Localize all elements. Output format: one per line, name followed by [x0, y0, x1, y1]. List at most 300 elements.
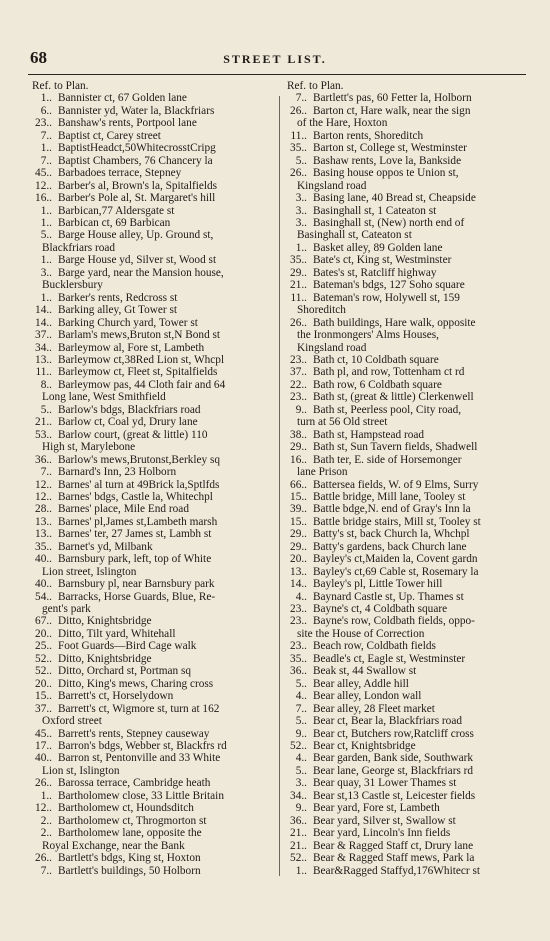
street-name: Battersea fields, W. of 9 Elms, Surry — [313, 478, 479, 491]
plan-ref-number: 1.. — [40, 142, 52, 155]
plan-ref-number: 23.. — [290, 615, 307, 628]
street-name: Bath st, Sun Tavern fields, Shadwell — [313, 441, 478, 454]
street-entry — [283, 491, 528, 503]
street-entry-continuation: of the Hare, Hoxton — [297, 117, 388, 130]
street-entry — [28, 416, 276, 428]
street-name: Bear & Ragged Staff mews, Park la — [313, 852, 475, 865]
ref-to-plan-header: Ref. to Plan. — [287, 80, 344, 92]
street-name: Barlow's mews,Brutonst,Berkley sq — [58, 453, 221, 466]
street-entry — [28, 466, 276, 478]
plan-ref-number: 23.. — [290, 353, 307, 366]
plan-ref-number: 9.. — [295, 727, 307, 740]
plan-ref-number: 5.. — [40, 403, 52, 416]
plan-ref-number: 20.. — [290, 553, 307, 566]
street-entry — [283, 703, 528, 715]
street-name: BaptistHeadct,50WhitecrosstCripg — [58, 142, 216, 155]
plan-ref-number: 23.. — [290, 391, 307, 404]
plan-ref-number: 16.. — [290, 453, 307, 466]
street-entry-continuation: Lion st, Islington — [42, 764, 120, 777]
plan-ref-number: 11.. — [290, 291, 307, 304]
plan-ref-number: 40.. — [35, 553, 52, 566]
street-entry — [283, 516, 528, 528]
plan-ref-number: 35.. — [290, 254, 307, 267]
plan-ref-number: 26.. — [290, 167, 307, 180]
street-name: Barbadoes terrace, Stepney — [58, 167, 182, 180]
street-name: Barton st, College st, Westminster — [313, 142, 467, 155]
street-entry — [283, 217, 528, 229]
plan-ref-number: 13.. — [35, 515, 52, 528]
street-entry — [283, 317, 528, 329]
street-name: Ditto, Tilt yard, Whitehall — [58, 627, 176, 640]
plan-ref-number: 26.. — [290, 316, 307, 329]
street-entry — [283, 267, 528, 279]
street-entry — [28, 304, 276, 316]
plan-ref-number: 17.. — [35, 740, 52, 753]
plan-ref-number: 38.. — [290, 428, 307, 441]
plan-ref-number: 15.. — [290, 490, 307, 503]
plan-ref-number: 9.. — [295, 802, 307, 815]
street-name: Basinghall st, (New) north end of — [313, 216, 465, 229]
plan-ref-number: 7.. — [40, 864, 52, 877]
street-entry — [283, 640, 528, 652]
ref-to-plan-header: Ref. to Plan. — [32, 80, 89, 92]
street-name: Barracks, Horse Guards, Blue, Re- — [58, 590, 216, 603]
street-entry — [283, 715, 528, 727]
street-name: Barge yard, near the Mansion house, — [58, 266, 224, 279]
street-name: Barlam's mews,Bruton st,N Bond st — [58, 329, 221, 342]
street-entry — [283, 404, 528, 416]
street-entry — [283, 615, 528, 627]
street-entry — [283, 528, 528, 540]
plan-ref-number: 3.. — [295, 216, 307, 229]
plan-ref-number: 34.. — [290, 789, 307, 802]
street-name: Barnard's Inn, 23 Holborn — [58, 466, 177, 479]
plan-ref-number: 26.. — [35, 777, 52, 790]
plan-ref-number: 52.. — [290, 852, 307, 865]
street-entry — [283, 167, 528, 179]
plan-ref-number: 28.. — [35, 503, 52, 516]
street-entry — [28, 740, 276, 752]
street-entry-continuation: site the House of Correction — [297, 627, 425, 640]
street-name: Bear yard, Fore st, Lambeth — [313, 802, 440, 815]
street-name: Bath st, (great & little) Clerkenwell — [313, 391, 474, 404]
page-number: 68 — [30, 48, 47, 67]
street-entry — [283, 192, 528, 204]
street-entry — [283, 155, 528, 167]
column-divider — [279, 96, 280, 876]
street-name: Battle bdge,N. end of Gray's Inn la — [313, 503, 471, 516]
street-entry — [28, 180, 276, 192]
street-entry — [28, 678, 276, 690]
street-name: Bashaw rents, Love la, Bankside — [313, 154, 462, 167]
street-entry-continuation: the Ironmongers' Alms Houses, — [297, 329, 439, 342]
plan-ref-number: 4.. — [295, 690, 307, 703]
street-name: Bannister yd, Water la, Blackfriars — [58, 104, 215, 117]
plan-ref-number: 53.. — [35, 428, 52, 441]
plan-ref-number: 25.. — [35, 640, 52, 653]
street-name: Ditto, Knightsbridge — [58, 652, 152, 665]
street-entry — [283, 728, 528, 740]
plan-ref-number: 4.. — [295, 752, 307, 765]
street-name: Barlow's bdgs, Blackfriars road — [58, 403, 201, 416]
street-name: Banshaw's rents, Portpool lane — [58, 117, 197, 130]
street-name: Baptist Chambers, 76 Chancery la — [58, 154, 213, 167]
street-entry — [283, 865, 528, 877]
street-entry — [28, 217, 276, 229]
street-entry-continuation: gent's park — [42, 603, 91, 616]
street-entry-continuation: turn at 56 Old street — [297, 416, 388, 429]
street-entry — [28, 167, 276, 179]
street-name: Baynard Castle st, Up. Thames st — [313, 590, 464, 603]
street-entry — [28, 92, 276, 104]
street-name: Barbican,77 Aldersgate st — [58, 204, 175, 217]
street-entry — [283, 292, 528, 304]
plan-ref-number: 2.. — [40, 814, 52, 827]
plan-ref-number: 1.. — [295, 864, 307, 877]
street-name: Barnet's yd, Milbank — [58, 540, 153, 553]
street-name: Bartholomew ct, Houndsditch — [58, 802, 194, 815]
street-name: Bateman's bdgs, 127 Soho square — [313, 279, 465, 292]
street-name: Bear ct, Bear la, Blackfriars road — [313, 715, 462, 728]
street-name: Bath pl, and row, Tottenham ct rd — [313, 366, 465, 379]
street-name: Basing house oppos te Union st, — [313, 167, 459, 180]
street-name: Bayne's row, Coldbath fields, oppo- — [313, 615, 475, 628]
plan-ref-number: 23.. — [35, 117, 52, 130]
street-name: Barking Church yard, Tower st — [58, 316, 198, 329]
street-name: Barge House alley, Up. Ground st, — [58, 229, 214, 242]
street-entry — [283, 752, 528, 764]
street-name: Barber's Pole al, St. Margaret's hill — [58, 192, 216, 205]
plan-ref-number: 66.. — [290, 478, 307, 491]
street-entry-continuation: Long lane, West Smithfield — [42, 391, 166, 404]
street-entry — [283, 777, 528, 789]
street-name: Bear ct, Butchers row,Ratcliff cross — [313, 727, 474, 740]
plan-ref-number: 5.. — [40, 229, 52, 242]
street-entry — [28, 703, 276, 715]
plan-ref-number: 1.. — [40, 204, 52, 217]
street-name: Basket alley, 89 Golden lane — [313, 241, 443, 254]
plan-ref-number: 12.. — [35, 802, 52, 815]
street-entry-continuation: Lion street, Islington — [42, 565, 137, 578]
street-entry — [28, 366, 276, 378]
street-entry — [28, 591, 276, 603]
street-entry — [283, 454, 528, 466]
street-name: Bateman's row, Holywell st, 159 — [313, 291, 460, 304]
plan-ref-number: 29.. — [290, 441, 307, 454]
right-column — [283, 80, 528, 877]
street-entry — [28, 528, 276, 540]
street-entry — [28, 142, 276, 154]
street-name: Bear alley, London wall — [313, 690, 422, 703]
street-name: Battle bridge stairs, Mill st, Tooley st — [313, 515, 481, 528]
plan-ref-number: 54.. — [35, 590, 52, 603]
street-name: Barnes' pl,James st,Lambeth marsh — [58, 515, 218, 528]
street-name: Ditto, Orchard st, Portman sq — [58, 665, 192, 678]
street-name: Barossa terrace, Cambridge heath — [58, 777, 211, 790]
street-entry — [283, 553, 528, 565]
street-entry — [283, 815, 528, 827]
street-name: Bear yard, Lincoln's Inn fields — [313, 827, 451, 840]
street-name: Bath row, 6 Coldbath square — [313, 378, 442, 391]
plan-ref-number: 11.. — [290, 129, 307, 142]
street-name: Batty's gardens, back Church lane — [313, 540, 467, 553]
plan-ref-number: 9.. — [295, 403, 307, 416]
plan-ref-number: 34.. — [35, 341, 52, 354]
plan-ref-number: 21.. — [290, 839, 307, 852]
street-name: Bayley's pl, Little Tower hill — [313, 578, 443, 591]
street-name: Barleymow ct,38Red Lion st, Whcpl — [58, 353, 225, 366]
plan-ref-number: 13.. — [35, 353, 52, 366]
street-entry — [283, 678, 528, 690]
street-name: Battle bridge, Mill lane, Tooley st — [313, 490, 466, 503]
plan-ref-number: 35.. — [290, 652, 307, 665]
street-name: Bear quay, 31 Lower Thames st — [313, 777, 457, 790]
plan-ref-number: 52.. — [290, 740, 307, 753]
header-rule — [28, 74, 526, 75]
street-name: Barnsbury park, left, top of White — [58, 553, 212, 566]
street-entry — [283, 242, 528, 254]
page-header — [30, 48, 520, 70]
plan-ref-number: 20.. — [35, 627, 52, 640]
street-entry — [283, 541, 528, 553]
street-entry — [283, 690, 528, 702]
street-name: Bartholomew ct, Throgmorton st — [58, 814, 207, 827]
plan-ref-number: 45.. — [35, 167, 52, 180]
street-entry-continuation: Oxford street — [42, 715, 102, 728]
street-entry — [28, 615, 276, 627]
street-entry — [283, 802, 528, 814]
street-entry — [283, 92, 528, 104]
street-name: Barton ct, Hare walk, near the sign — [313, 104, 471, 117]
street-name: Bayne's ct, 4 Coldbath square — [313, 603, 448, 616]
street-entry — [28, 342, 276, 354]
street-entry — [28, 379, 276, 391]
street-name: Ditto, Knightsbridge — [58, 615, 152, 628]
street-name: Bayley's ct,69 Cable st, Rosemary la — [313, 565, 479, 578]
street-entry — [28, 827, 276, 839]
street-name: Barking alley, Gt Tower st — [58, 304, 178, 317]
street-entry — [283, 765, 528, 777]
plan-ref-number: 67.. — [35, 615, 52, 628]
plan-ref-number: 13.. — [35, 528, 52, 541]
street-entry — [283, 827, 528, 839]
street-name: Bayley's ct,Maiden la, Covent gardn — [313, 553, 478, 566]
street-entry — [28, 105, 276, 117]
street-entry — [283, 740, 528, 752]
plan-ref-number: 7.. — [295, 92, 307, 105]
plan-ref-number: 1.. — [40, 254, 52, 267]
street-name: Barber's al, Brown's la, Spitalfields — [58, 179, 218, 192]
street-entry — [28, 541, 276, 553]
street-entry — [28, 404, 276, 416]
street-name: Bartholomew lane, opposite the — [58, 827, 202, 840]
plan-ref-number: 7.. — [40, 154, 52, 167]
street-entry — [28, 728, 276, 740]
street-name: Barge House yd, Silver st, Wood st — [58, 254, 217, 267]
plan-ref-number: 1.. — [40, 291, 52, 304]
street-name: Bear&Ragged Staffyd,176Whitecr st — [313, 864, 481, 877]
street-entry-continuation: Blackfriars road — [42, 241, 116, 254]
plan-ref-number: 14.. — [35, 316, 52, 329]
plan-ref-number: 15.. — [35, 690, 52, 703]
street-entry — [283, 142, 528, 154]
street-entry — [28, 329, 276, 341]
plan-ref-number: 3.. — [295, 192, 307, 205]
street-entry — [28, 653, 276, 665]
street-name: Bartlett's buildings, 50 Holborn — [58, 864, 201, 877]
street-entry — [28, 292, 276, 304]
street-entry — [283, 566, 528, 578]
street-entry — [28, 267, 276, 279]
street-entry — [28, 429, 276, 441]
street-name: Barrett's ct, Horselydown — [58, 690, 174, 703]
street-entry — [283, 653, 528, 665]
street-name: Barnes' ter, 27 James st, Lambh st — [58, 528, 212, 541]
plan-ref-number: 5.. — [295, 764, 307, 777]
plan-ref-number: 3.. — [40, 266, 52, 279]
plan-ref-number: 1.. — [40, 789, 52, 802]
street-name: Bartlett's pas, 60 Fetter la, Holborn — [313, 92, 472, 105]
plan-ref-number: 40.. — [35, 578, 52, 591]
street-name: Barrett's rents, Stepney causeway — [58, 727, 210, 740]
plan-ref-number: 23.. — [290, 603, 307, 616]
plan-ref-number: 3.. — [295, 204, 307, 217]
street-name: Bear yard, Silver st, Swallow st — [313, 814, 456, 827]
street-entry-continuation: Royal Exchange, near the Bank — [42, 839, 185, 852]
plan-ref-number: 21.. — [290, 279, 307, 292]
street-entry — [28, 479, 276, 491]
street-entry — [28, 491, 276, 503]
plan-ref-number: 13.. — [290, 565, 307, 578]
street-name: Bartholomew close, 33 Little Britain — [58, 789, 224, 802]
street-entry — [28, 777, 276, 789]
plan-ref-number: 26.. — [290, 104, 307, 117]
street-entry — [28, 516, 276, 528]
street-entry — [283, 366, 528, 378]
plan-ref-number: 2.. — [40, 827, 52, 840]
street-entry — [283, 279, 528, 291]
street-name: Barlow ct, Coal yd, Drury lane — [58, 416, 198, 429]
street-name: Ditto, King's mews, Charing cross — [58, 677, 214, 690]
street-name: Barnsbury pl, near Barnsbury park — [58, 578, 215, 591]
plan-ref-number: 21.. — [290, 827, 307, 840]
street-entry — [28, 852, 276, 864]
street-name: Bear alley, 28 Fleet market — [313, 702, 435, 715]
plan-ref-number: 7.. — [295, 702, 307, 715]
plan-ref-number: 23.. — [290, 640, 307, 653]
plan-ref-number: 5.. — [295, 677, 307, 690]
street-name: Bear garden, Bank side, Southwark — [313, 752, 473, 765]
plan-ref-number: 1.. — [40, 92, 52, 105]
street-name: Barnes' place, Mile End road — [58, 503, 189, 516]
running-head: STREET LIST. — [223, 52, 327, 66]
plan-ref-number: 29.. — [290, 528, 307, 541]
street-entry — [283, 479, 528, 491]
plan-ref-number: 6.. — [40, 104, 52, 117]
plan-ref-number: 45.. — [35, 727, 52, 740]
street-entry — [28, 130, 276, 142]
street-entry — [283, 790, 528, 802]
street-name: Barron st, Pentonville and 33 White — [58, 752, 221, 765]
street-entry-continuation: Shoreditch — [297, 304, 346, 317]
street-name: Barker's rents, Redcross st — [58, 291, 178, 304]
plan-ref-number: 11.. — [35, 366, 52, 379]
street-entry — [28, 578, 276, 590]
street-name: Barnes' bdgs, Castle la, Whitechpl — [58, 490, 213, 503]
plan-ref-number: 37.. — [35, 329, 52, 342]
street-name: Bates's st, Ratcliff highway — [313, 266, 437, 279]
plan-ref-number: 5.. — [295, 715, 307, 728]
plan-ref-number: 15.. — [290, 515, 307, 528]
street-entry — [28, 790, 276, 802]
street-name: Barleymow pas, 44 Cloth fair and 64 — [58, 378, 226, 391]
street-name: Barron's bdgs, Webber st, Blackfrs rd — [58, 740, 227, 753]
left-column — [28, 80, 276, 877]
plan-ref-number: 12.. — [35, 179, 52, 192]
street-name: Barleymow ct, Fleet st, Spitalfields — [58, 366, 218, 379]
street-name: Barleymow al, Fore st, Lambeth — [58, 341, 205, 354]
street-name: Beach row, Coldbath fields — [313, 640, 436, 653]
street-name: Bath buildings, Hare walk, opposite — [313, 316, 476, 329]
street-entry — [28, 802, 276, 814]
street-name: Batty's st, back Church la, Whchpl — [313, 528, 470, 541]
street-name: Bear & Ragged Staff ct, Drury lane — [313, 839, 474, 852]
plan-ref-number: 29.. — [290, 540, 307, 553]
street-entry — [28, 553, 276, 565]
street-name: Bear st,13 Castle st, Leicester fields — [313, 789, 476, 802]
street-name: Bear ct, Knightsbridge — [313, 740, 416, 753]
street-entry — [28, 690, 276, 702]
plan-ref-number: 52.. — [35, 665, 52, 678]
street-entry — [28, 665, 276, 677]
plan-ref-number: 20.. — [35, 677, 52, 690]
street-name: Bear lane, George st, Blackfriars rd — [313, 764, 474, 777]
street-entry — [283, 130, 528, 142]
street-entry — [28, 192, 276, 204]
plan-ref-number: 7.. — [40, 129, 52, 142]
street-entry-continuation: High st, Marylebone — [42, 441, 136, 454]
street-entry — [283, 205, 528, 217]
plan-ref-number: 35.. — [290, 142, 307, 155]
street-entry-continuation: lane Prison — [297, 466, 348, 479]
plan-ref-number: 5.. — [295, 154, 307, 167]
street-entry — [28, 229, 276, 241]
street-entry — [28, 815, 276, 827]
plan-ref-number: 3.. — [295, 777, 307, 790]
street-entry — [283, 603, 528, 615]
plan-ref-number: 1.. — [295, 241, 307, 254]
street-entry-continuation: Kingsland road — [297, 179, 367, 192]
plan-ref-number: 36.. — [290, 814, 307, 827]
plan-ref-number: 22.. — [290, 378, 307, 391]
plan-ref-number: 26.. — [35, 852, 52, 865]
street-entry — [28, 503, 276, 515]
street-entry — [283, 665, 528, 677]
plan-ref-number: 14.. — [35, 304, 52, 317]
street-name: Barbican ct, 69 Barbican — [58, 216, 171, 229]
street-name: Bartlett's bdgs, King st, Hoxton — [58, 852, 201, 865]
plan-ref-number: 1.. — [40, 216, 52, 229]
street-name: Baptist ct, Carey street — [58, 129, 161, 142]
plan-ref-number: 12.. — [35, 490, 52, 503]
street-name: Bath st, Hampstead road — [313, 428, 425, 441]
street-name: Barton rents, Shoreditch — [313, 129, 424, 142]
plan-ref-number: 8.. — [40, 378, 52, 391]
street-entry — [283, 591, 528, 603]
street-entry — [283, 391, 528, 403]
street-entry — [28, 354, 276, 366]
street-entry — [283, 578, 528, 590]
